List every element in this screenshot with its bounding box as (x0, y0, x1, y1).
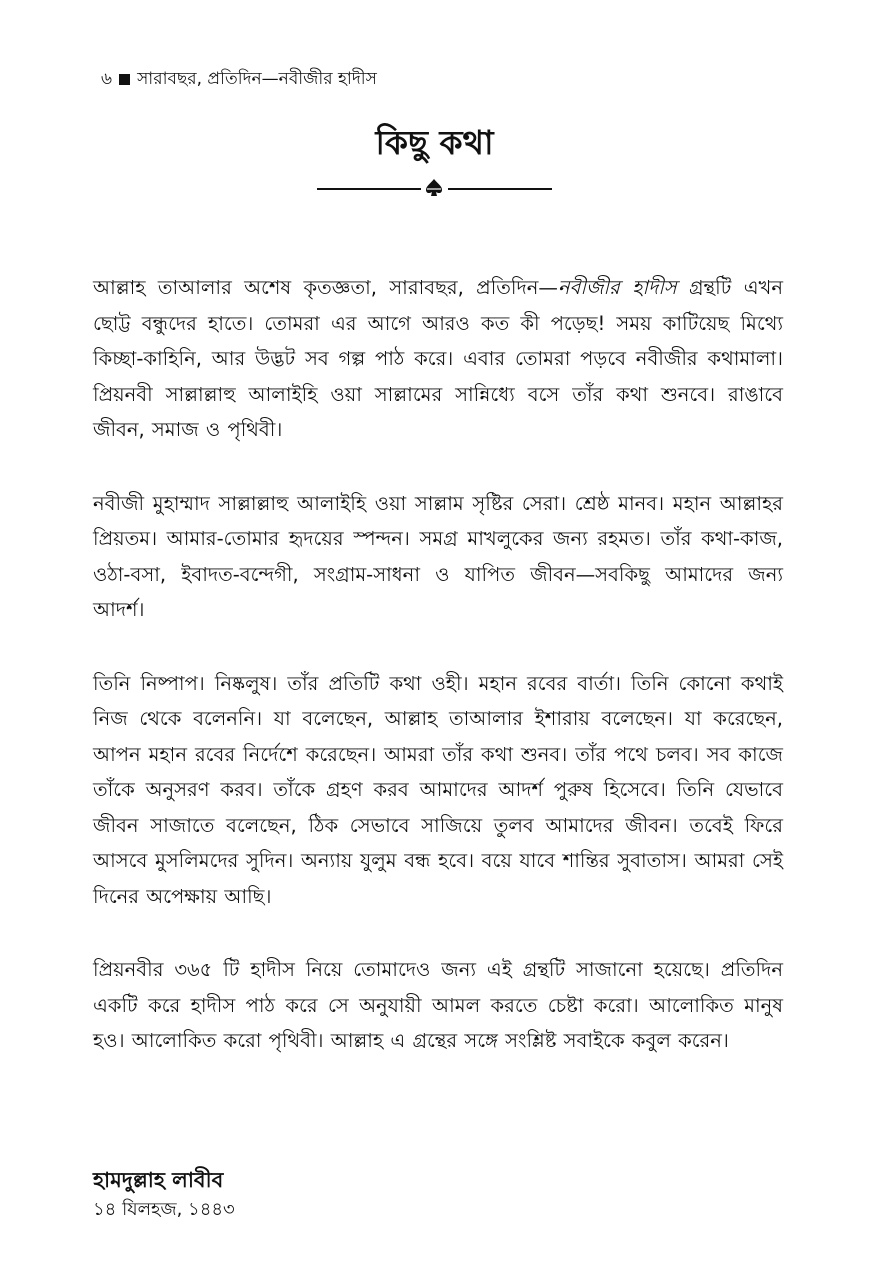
book-title: সারাবছর, প্রতিদিন—নবীজীর হাদীস (137, 69, 377, 89)
title-divider (317, 178, 552, 198)
chapter-title: কিছু কথা (375, 123, 494, 162)
signature-block (93, 1163, 235, 1223)
paragraph-1-lead: আল্লাহ তাআলার অশেষ কৃতজ্ঞতা, সারাবছর, প্রতিদিন— (93, 276, 558, 299)
paragraph-1 (93, 270, 783, 448)
foreword-body (93, 270, 783, 1097)
signature-date: ১৪ যিলহজ, ১৪৪৩ (93, 1199, 235, 1220)
book-name-italic: নবীজীর হাদীস (557, 276, 677, 299)
spade-ornament-icon (424, 178, 444, 198)
square-bullet-icon (119, 74, 130, 85)
paragraph-3: তিনি নিষ্পাপ। নিষ্কলুষ। তাঁর প্রতিটি কথা ওহী। মহান রবের বার্তা। তিনি কোনো কথাই নিজ থেকে বলেননি। যা বলেছেন, আল্লাহ তাআলার ইশারায় বলেছেন। যা করেছেন, আপন মহান রবের নির্দেশে করেছেন। আমরা তাঁর কথা শুনব। তাঁর পথে চলব। সব কাজে তাঁকে অনুসরণ করব। তাঁকে গ্রহণ করব আমাদের আদর্শ পুরুষ হিসেবে। তিনি যেভাবে জীবন সাজাতে বলেছেন, ঠিক সেভাবে সাজিয়ে তুলব আমাদের জীবন। তবেই ফিরে আসবে মুসলিমদের সুদিন। অন্যায় যুলুম বন্ধ হবে। বয়ে যাবে শান্তির সুবাতাস। আমরা সেই দিনের অপেক্ষায় আছি। (93, 671, 783, 908)
paragraph-4: প্রিয়নবীর ৩৬৫ টি হাদীস নিয়ে তোমাদেও জন্য এই গ্রন্থটি সাজানো হয়েছে। প্রতিদিন একটি করে হাদীস পাঠ করে সে অনুযায়ী আমল করতে চেষ্টা করো। আলোকিত মানুষ হও। আলোকিত করো পৃথিবী। আল্লাহ এ গ্রন্থের সঙ্গে সংশ্লিষ্ট সবাইকে কবুল করেন। (93, 958, 783, 1052)
paragraph-1-rest: গ্রন্থটি এখন ছোট্ট বন্ধুদের হাতে। তোমরা এর আগে আরও কত কী পড়েছ! সময় কাটিয়েছ মিথ্যে কিচ্ছা-কাহিনি, আর উদ্ভট সব গল্প পাঠ করে। এবার তোমরা পড়বে নবীজীর কথামালা। প্রিয়নবী সাল্লাল্লাহু আলাইহি ওয়া সাল্লামের সান্নিধ্যে বসে তাঁর কথা শুনবে। রাঙাবে জীবন, সমাজ ও পৃথিবী। (93, 276, 783, 441)
divider-line-left (317, 188, 421, 190)
page-number: ৬ (101, 69, 113, 89)
running-header (101, 66, 377, 92)
author-name: হামদুল্লাহ লাবীব (93, 1168, 224, 1192)
divider-line-right (448, 188, 552, 190)
paragraph-2: নবীজী মুহাম্মাদ সাল্লাল্লাহু আলাইহি ওয়া সাল্লাম সৃষ্টির সেরা। শ্রেষ্ঠ মানব। মহান আল্লাহর প্রিয়তম। আমার-তোমার হৃদয়ের স্পন্দন। সমগ্র মাখলুকের জন্য রহমত। তাঁর কথা-কাজ, ওঠা-বসা, ইবাদত-বন্দেগী, সংগ্রাম-সাধনা ও যাপিত জীবন—সবকিছু আমাদের জন্য আদর্শ। (93, 491, 783, 621)
